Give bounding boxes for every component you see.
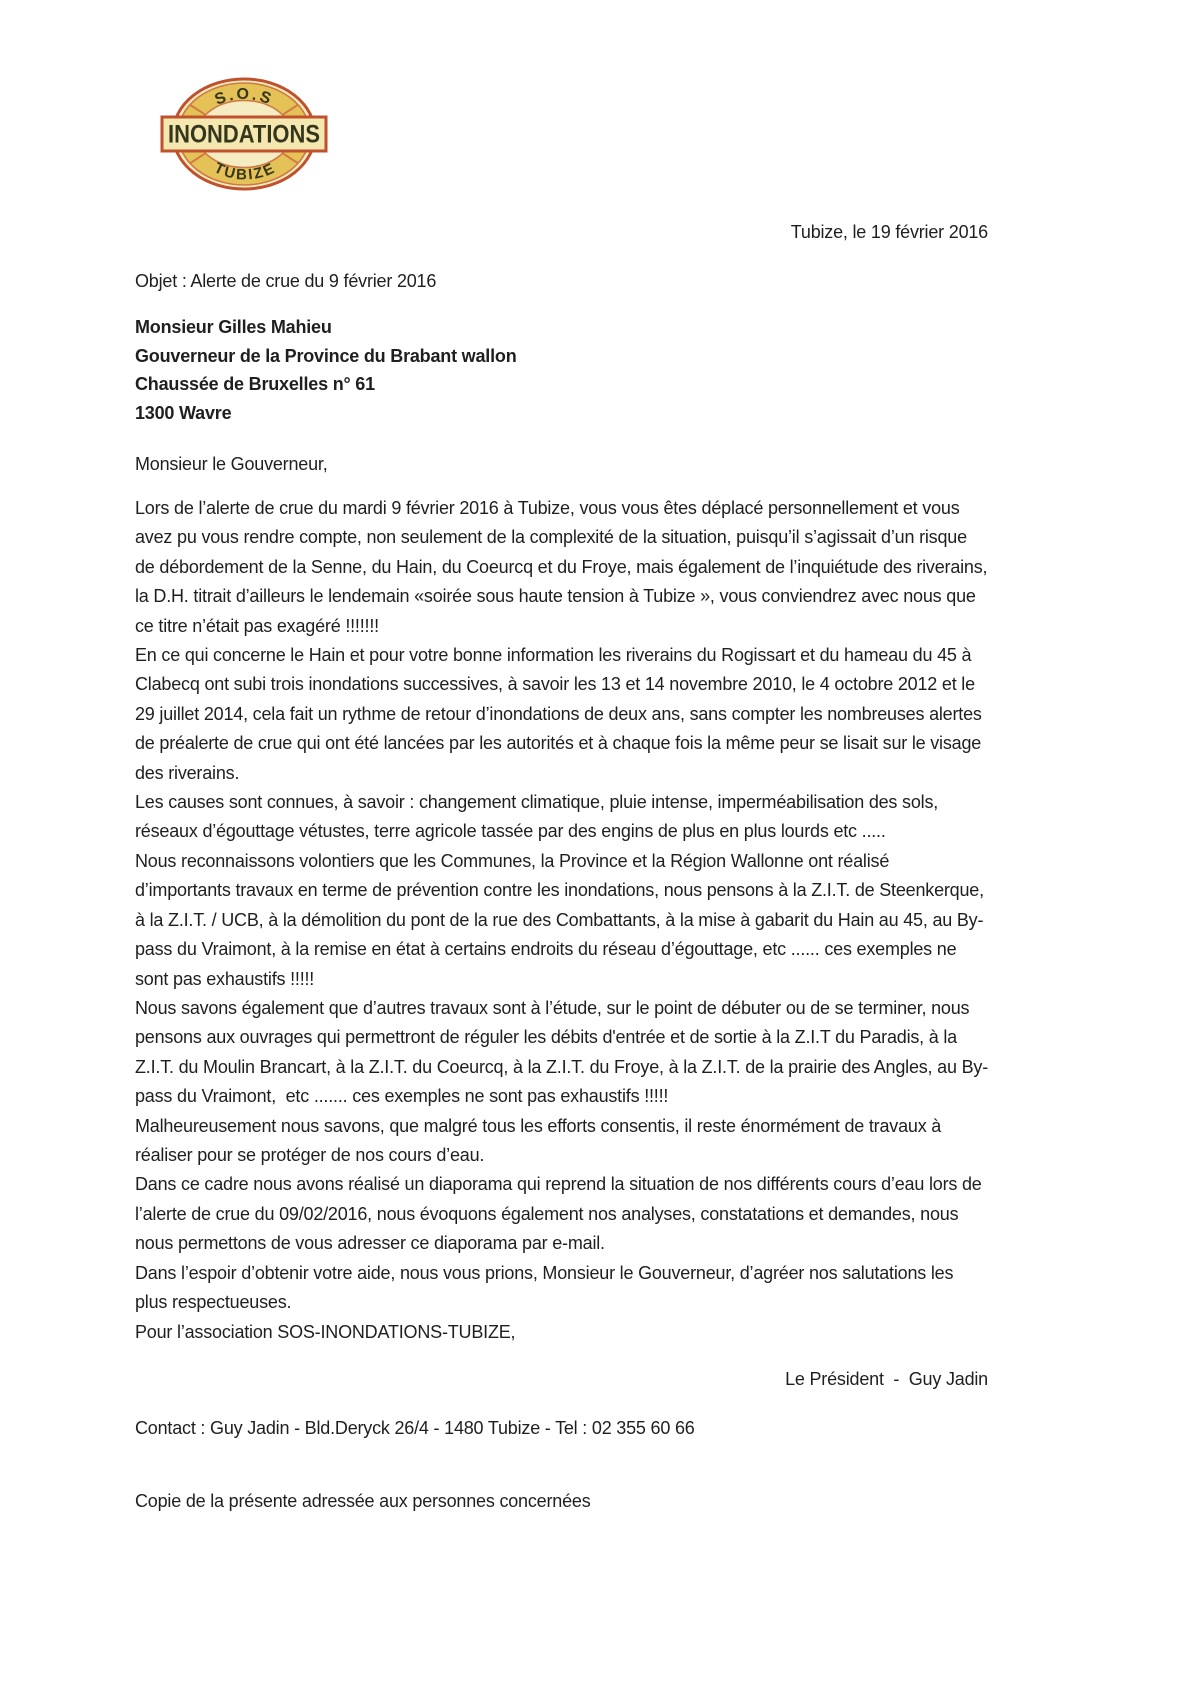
recipient-block	[135, 313, 988, 427]
logo-sos-text: S.O.S	[212, 86, 276, 109]
closing-line: Pour l’association SOS-INONDATIONS-TUBIZE,	[135, 1322, 516, 1342]
contact-line: Contact : Guy Jadin - Bld.Deryck 26/4 - 1480 Tubize - Tel : 02 355 60 66	[135, 1418, 695, 1438]
copy-note-line: Copie de la présente adressée aux personnes concernées	[135, 1491, 591, 1511]
body-paragraph: En ce qui concerne le Hain et pour votre bonne information les riverains du Rogissart et du hameau du 45 à Clabecq ont subi trois inondations successives, à savoir les 13 et 14 novembre 2010, le 4 octobre 2012 et le 29 juillet 2014, cela fait un rythme de retour d’inondations de deux ans, sans compter les nombreuses alertes de préalerte de crue qui ont été lancées par les autorités et à chaque fois la même peur se lisait sur le visage des riverains.	[135, 645, 987, 783]
date-line: Tubize, le 19 février 2016	[790, 222, 988, 242]
logo-tubize-text: TUBIZE	[211, 159, 279, 184]
logo-sos-inondations-tubize	[160, 74, 328, 194]
salutation-line: Monsieur le Gouverneur,	[135, 454, 328, 474]
lifebuoy-logo-icon	[160, 74, 328, 194]
signature-line: Le Président - Guy Jadin	[785, 1369, 988, 1389]
recipient-line: Monsieur Gilles Mahieu	[135, 317, 332, 337]
body-paragraph: Lors de l’alerte de crue du mardi 9 février 2016 à Tubize, vous vous êtes déplacé personnellement et vous avez pu vous rendre compte, non seulement de la complexité de la situation, puisqu’il s’agissait d’un risque de débordement de la Senne, du Hain, du Coeurcq et du Froye, mais également de l’inquiétude des riverains, la D.H. titrait d’ailleurs le lendemain «soirée sous haute tension à Tubize », vous conviendrez avec nous que ce titre n’était pas exagéré !!!!!!!	[135, 498, 993, 636]
body-paragraph: Dans l’espoir d’obtenir votre aide, nous vous prions, Monsieur le Gouverneur, d’agréer nos salutations les plus respectueuses.	[135, 1262, 959, 1312]
body-paragraph: Dans ce cadre nous avons réalisé un diaporama qui reprend la situation de nos différents cours d’eau lors de l’alerte de crue du 09/02/2016, nous évoquons également nos analyses, constatations et demandes, nous nous permettons de vous adresser ce diaporama par e-mail.	[135, 1174, 987, 1254]
body-paragraph: Malheureusement nous savons, que malgré tous les efforts consentis, il reste énormément de travaux à réaliser pour se protéger de nos cours d’eau.	[135, 1115, 946, 1165]
body-paragraph: Nous reconnaissons volontiers que les Communes, la Province et la Région Wallonne ont réalisé d’importants travaux en terme de prévention contre les inondations, nous pensons à la Z.I.T. de Steenkerque, à la Z.I.T. / UCB, à la démolition du pont de la rue des Combattants, à la mise à gabarit du Hain au 45, au By-pass du Vraimont, à la remise en état à certains endroits du réseau d’égouttage, etc ...... ces exemples ne sont pas exhaustifs !!!!!	[135, 850, 989, 989]
recipient-line: Chaussée de Bruxelles n° 61	[135, 374, 375, 395]
letter-body	[135, 494, 993, 1317]
body-paragraph: Nous savons également que d’autres travaux sont à l’étude, sur le point de débuter ou de se terminer, nous pensons aux ouvrages qui permettront de réguler les débits d'entrée et de sortie à la Z.I.T du Paradis, à la Z.I.T. du Moulin Brancart, à la Z.I.T. du Coeurcq, à la Z.I.T. du Froye, à la Z.I.T. de la prairie des Angles, au By-pass du Vraimont, etc ....... ces exemples ne sont pas exhaustifs !!!!!	[135, 997, 988, 1107]
logo-inondations-text: INONDATIONS	[168, 120, 320, 149]
recipient-line: 1300 Wavre	[135, 402, 232, 423]
recipient-line: Gouverneur de la Province du Brabant wallon	[135, 345, 517, 366]
subject-line: Objet : Alerte de crue du 9 février 2016	[135, 271, 437, 291]
body-paragraph: Les causes sont connues, à savoir : changement climatique, pluie intense, imperméabilisation des sols, réseaux d’égouttage vétustes, terre agricole tassée par des engins de plus en plus lourds etc .....	[135, 792, 943, 842]
